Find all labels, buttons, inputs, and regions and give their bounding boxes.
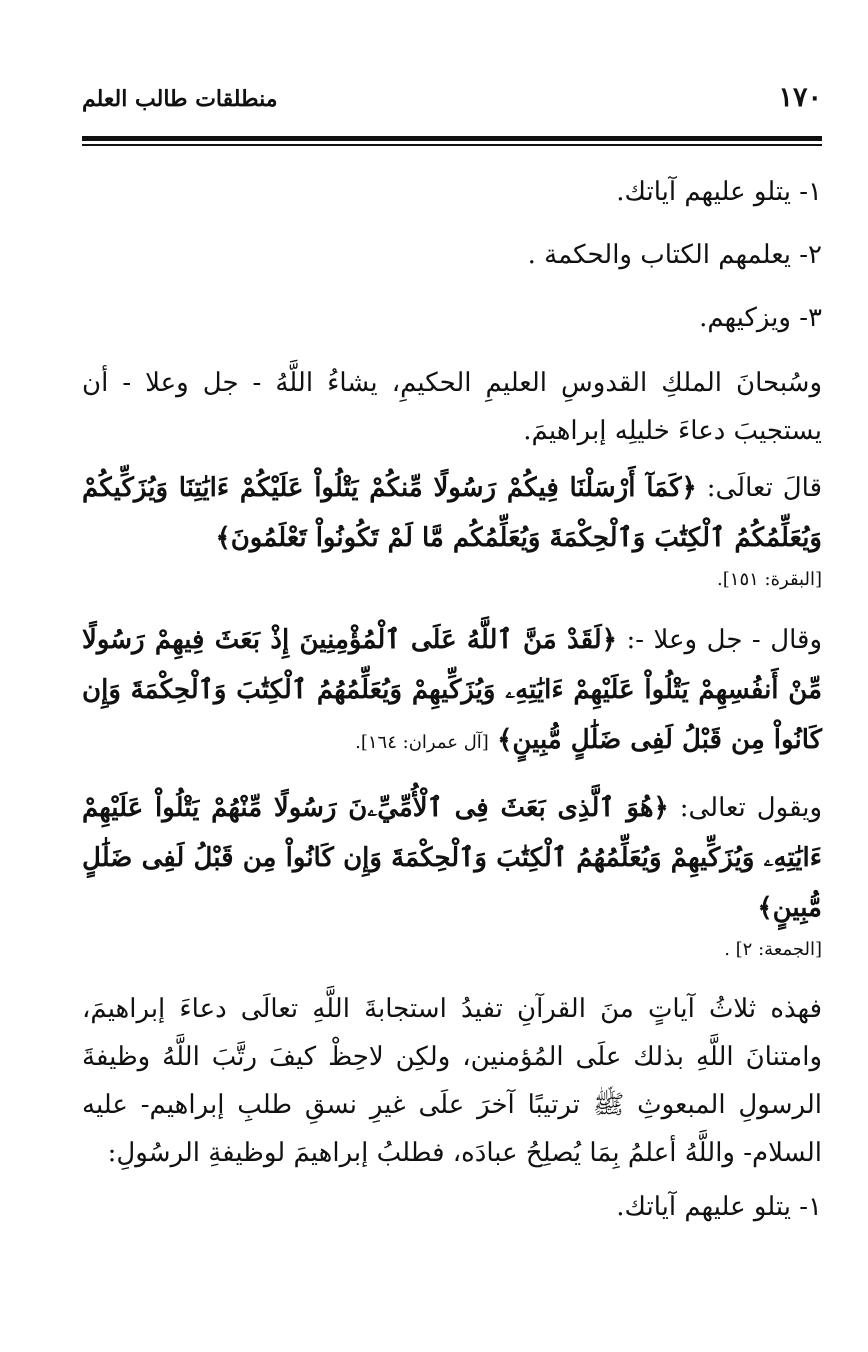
page-number: ١٧٠ <box>778 82 822 113</box>
page-header <box>82 82 822 118</box>
quran-verse: ﴿كَمَآ أَرْسَلْنَا فِيكُمْ رَسُولًا مِّنكُمْ يَتْلُواْ عَلَيْكُمْ ءَايَٰتِنَا وَيُزَكِّيكُمْ وَيُعَلِّمُكُمُ ٱلْكِتَٰبَ وَٱلْحِكْمَةَ وَيُعَلِّمُكُم مَّا لَمْ تَكُونُواْ تَعْلَمُونَ﴾ <box>82 473 822 553</box>
quote-intro: ويقول تعالى: <box>679 793 823 823</box>
verse-reference: [الجمعة: ٢] . <box>724 939 822 960</box>
quran-verse: ﴿لَقَدْ مَنَّ ٱللَّهُ عَلَى ٱلْمُؤْمِنِينَ إِذْ بَعَثَ فِيهِمْ رَسُولًا مِّنْ أَنفُسِهِمْ يَتْلُواْ عَلَيْهِمْ ءَايَٰتِهِۦ وَيُزَكِّيهِمْ وَيُعَلِّمُهُمُ ٱلْكِتَٰبَ وَٱلْحِكْمَةَ وَإِن كَانُواْ مِن قَبْلُ لَفِى ضَلَٰلٍ مُّبِينٍ﴾ <box>82 625 822 755</box>
list-item-4: ١- يتلو عليهم آياتك. <box>616 1192 822 1222</box>
quote-baqarah <box>82 463 822 563</box>
quran-verse: ﴿هُوَ ٱلَّذِى بَعَثَ فِى ٱلْأُمِّيِّۦنَ رَسُولًا مِّنْهُمْ يَتْلُواْ عَلَيْهِمْ ءَايَٰتِهِۦ وَيُزَكِّيهِمْ وَيُعَلِّمُهُمُ ٱلْكِتَٰبَ وَٱلْحِكْمَةَ وَإِن كَانُواْ مِن قَبْلُ لَفِى ضَلَٰلٍ مُّبِينٍ﴾ <box>82 793 822 923</box>
quote-al-imran <box>82 615 822 765</box>
paragraph-explanation: فهذه ثلاثُ آياتٍ منَ القرآنِ تفيدُ استجابةَ اللَّهِ تعالَى دعاءَ إبراهيمَ، وامتنانَ اللَّهِ بذلك علَى المُؤمنين، ولكِن لاحِظْ كيفَ رتَّبَ اللَّهُ وظيفةَ الرسولِ المبعوثِ ﷺ ترتيبًا آخرَ علَى غيرِ نسقِ طلبِ إبراهيم- عليه السلام- واللَّهُ أعلمُ بِمَا يُصلِحُ عبادَه، فطلبُ إبراهيمَ لوظيفةِ الرسُولِ: <box>82 994 822 1168</box>
quote-jumuah <box>82 783 822 933</box>
list-item-3: ٣- ويزكيهم. <box>699 303 822 333</box>
list-item-1: ١- يتلو عليهم آياتك. <box>616 177 822 207</box>
running-title: منطلقات طالب العلم <box>82 86 278 112</box>
quote-intro: وقال - جل وعلا -: <box>626 625 823 655</box>
verse-reference: [آل عمران: ١٦٤]. <box>355 732 489 753</box>
verse-reference: [البقرة: ١٥١]. <box>717 569 822 590</box>
list-item-2: ٢- يعلمهم الكتاب والحكمة . <box>527 240 822 270</box>
header-rule-thick <box>82 136 822 141</box>
quote-intro: قالَ تعالَى: <box>706 473 823 503</box>
paragraph-intro: وسُبحانَ الملكِ القدوسِ العليمِ الحكيمِ، يشاءُ اللَّهُ - جل وعلا - أن يستجيبَ دعاءَ خليلِه إبراهيمَ. <box>82 368 822 446</box>
header-rule-thin <box>82 144 822 146</box>
page-content <box>82 170 822 1248</box>
